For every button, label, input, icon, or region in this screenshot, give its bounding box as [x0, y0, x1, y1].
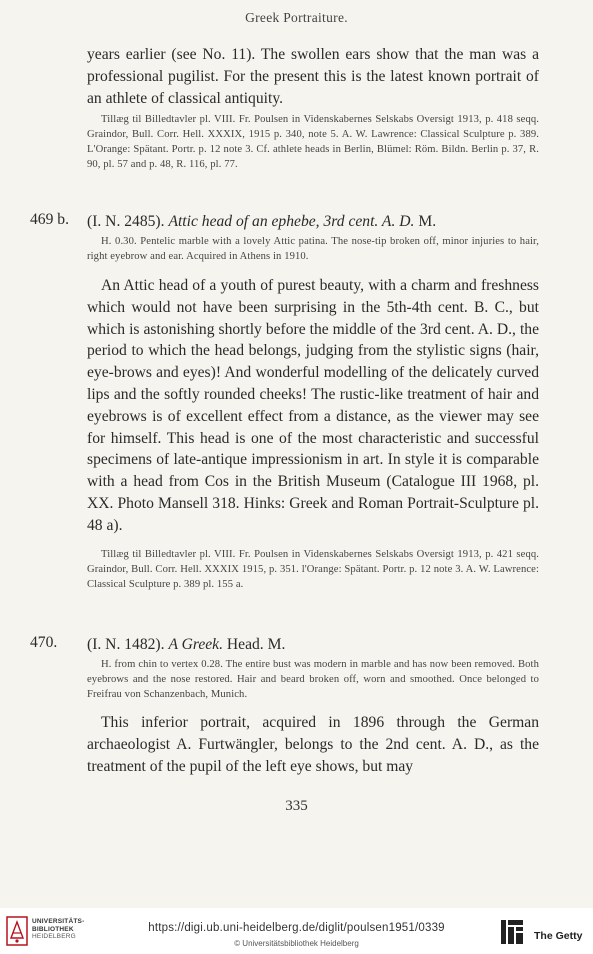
entry-description: H. 0.30. Pentelic marble with a lovely Attic patina. The nose-tip broken off, minor injuries to hair, right eyebrow and ear. Acquired in Athens in 1910. [87, 236, 539, 262]
body-paragraph: years earlier (see No. 11). The swollen ears show that the man was a professional pugilist. For the present this is the latest known portrait of an athlete of classical antiquity. [87, 46, 539, 107]
page-number: 335 [285, 798, 308, 814]
copyright-notice: © Universitätsbibliothek Heidelberg [234, 939, 359, 948]
entry-469b [87, 211, 539, 592]
inventory-number: (I. N. 2485). [87, 213, 165, 230]
uni-name-line: HEIDELBERG [32, 933, 76, 940]
running-head: Greek Portraiture. [245, 10, 348, 25]
entry-description: H. from chin to vertex 0.28. The entire bust was modern in marble and has now been removed. Both eyebrows and the nose restored. Hair and beard broken off, worn and smoothed. Once belonged to Freifrau von Schanzenbach, Munich. [87, 659, 539, 700]
material-mark: M. [418, 213, 437, 230]
entry-references: Tillæg til Billedtavler pl. VIII. Fr. Poulsen in Videnskabernes Selskabs Oversigt 1913, p. 421 seqq. Graindor, Bull. Corr. Hell. XXXIX 1915, p. 351. l'Orange: Spätant. Portr. p. 12 note 3. A. W. Lawrence: Classical Sculpture p. 389 pl. 155 a. [87, 548, 539, 590]
entry-number: 469 b. [30, 211, 69, 228]
getty-logo-icon[interactable] [500, 918, 524, 946]
inventory-number: (I. N. 1482). [87, 636, 165, 653]
entry-470 [87, 634, 539, 777]
references-block [87, 112, 539, 172]
entry-title: Attic head of an ephebe, 3rd cent. A. D. [168, 213, 415, 230]
getty-name: The Getty [534, 930, 583, 942]
references-text: Tillæg til Billedtavler pl. VIII. Fr. Poulsen in Videnskabernes Selskabs Oversigt 1913, p. 418 seqq. Graindor, Bull. Corr. Hell. XXXIX, 1915 p. 340, note 5. A. W. Lawrence: Classical Sculpture p. 389. L'Orange: Spätant. Portr. p. 12 note 3. Cf. athlete heads in Berlin, Blümel: Röm. Bildn. Berlin p. 37, R. 90, pl. 57 and p. 48, R. 116, pl. 77. [87, 114, 539, 170]
source-url-link[interactable]: https://digi.ub.uni-heidelberg.de/diglit/poulsen1951/0339 [148, 922, 445, 934]
entry-number: 470. [30, 634, 58, 651]
uni-name-line: BIBLIOTHEK [32, 925, 74, 933]
viewer-footer [0, 908, 593, 954]
uni-name-line: UNIVERSITÄTS- [32, 918, 85, 925]
entry-heading [87, 211, 539, 232]
material-mark: Head. M. [226, 636, 286, 653]
entry-body-text: This inferior portrait, acquired in 1896 through the German archaeologist A. Furtwängler, belongs to the 2nd cent. A. D., as the treatment of the pupil of the left eye shows, but may [87, 714, 539, 775]
entry-heading [87, 634, 539, 655]
entry-title: A Greek. [168, 636, 223, 653]
entry-body-text: An Attic head of a youth of purest beauty, with a charm and freshness which would not have been surprising in the 5th-4th cent. B. C., but which is astonishing shortly before the middle of the 3rd cent. A. D., the period to which the head belongs, judging from the stylistic signs (hair, eye-brows and eyes)! And wonderful modelling of the delicately curved lips and the softly rounded cheeks! The rustic-like treatment of hair and eyebrows is of excellent effect from a distance, as the viewer may see for himself. This head is one of the most characteristic and successful specimens of late-antique impressionism in art. In style it is comparable with a head from Cos in the British Museum (Catalogue III 1968, pl. XX. Photo Mansell 318. Hinks: Greek and Roman Portrait-Sculpture pl. 48 a). [87, 277, 539, 534]
paragraph-continued [87, 44, 539, 109]
